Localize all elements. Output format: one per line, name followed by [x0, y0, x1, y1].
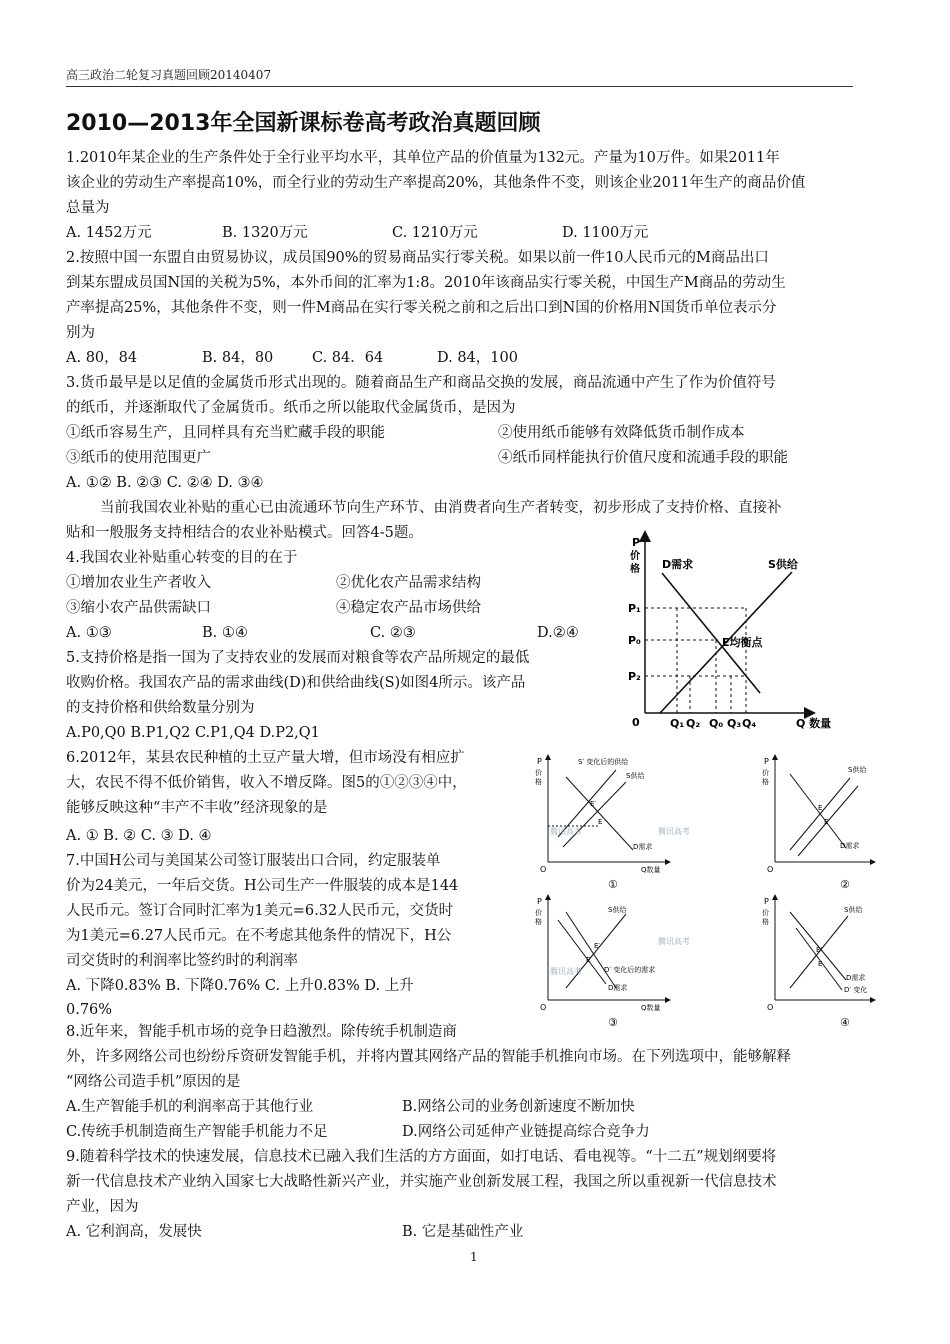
q8-option-c: C.传统手机制造商生产智能手机能力不足 [66, 1124, 328, 1140]
fig5-g2-s: S供给 [848, 766, 867, 774]
q2-line-1: 2.按照中国一东盟自由贸易协议，成员国90%的贸易商品实行零关税。如果以前一件10人民币元的M商品出口 [66, 250, 769, 266]
q9-option-b: B. 它是基础性产业 [402, 1224, 524, 1240]
fig5-g4-d: D需求 [846, 974, 866, 982]
fig5-graph-1 [535, 757, 668, 891]
page-header: 高三政治二轮复习真题回顾20140407 [66, 68, 272, 82]
q7-options: A. 下降0.83% B. 下降0.76% C. 上升0.83% D. 上升 [66, 978, 414, 994]
q9-option-a: A. 它利润高，发展快 [66, 1224, 202, 1240]
q9-line-1: 9.随着科学技术的快速发展，信息技术已融入我们生活的方方面面，如打电话、看电视等。“十二五”规划纲要将 [66, 1149, 777, 1165]
fig4-q0: Q₀ [709, 717, 724, 730]
q4-option-d: D.②④ [537, 625, 579, 641]
fig5-watermark-3: 腾讯高考 [550, 967, 582, 976]
fig5-g4-d-shift: D′ 变化 [844, 986, 868, 994]
q1-option-d: D. 1100万元 [562, 225, 649, 241]
q5-line-1: 5.支持价格是指一国为了支持农业的发展而对粮食等农产品所规定的最低 [66, 650, 530, 666]
fig5-g1-supply [563, 782, 626, 847]
q1-line-2: 该企业的劳动生产率提高10%，而全行业的劳动生产率提高20%，其他条件不变，则该企业2011年生产的商品价值 [66, 175, 806, 191]
q3-choice-1: ①纸币容易生产，且同样具有充当贮藏手段的职能 [66, 425, 385, 441]
fig4-demand-label: D需求 [662, 558, 694, 571]
q9-line-2: 新一代信息技术产业纳入国家七大战略性新兴产业，并实施产业创新发展工程，我国之所以重视新一代信息技术 [66, 1174, 777, 1190]
fig5-g1-pg: 格 [535, 778, 542, 786]
fig5-g3-d-shift: D′ 变化后的需求 [604, 966, 656, 974]
fig5-g1-e2: E′ [590, 800, 597, 808]
q8-option-b: B.网络公司的业务创新速度不断加快 [402, 1099, 635, 1115]
fig5-graph-2 [762, 757, 873, 891]
fig4-p-label-2: 价 [630, 551, 640, 562]
fig5-g4-pg: 格 [762, 918, 769, 926]
fig5-g1-num: ① [608, 878, 618, 891]
q6-options: A. ① B. ② C. ③ D. ④ [66, 828, 212, 844]
q8-line-2: 外，许多网络公司也纷纷斥资研发智能手机，并将内置其网络产品的智能手机推向市场。在下列选项中，能够解释 [66, 1049, 791, 1065]
q3-line-2: 的纸币，并逐渐取代了金属货币。纸币之所以能取代金属货币，是因为 [66, 400, 516, 416]
q5-line-2: 收购价格。我国农产品的需求曲线(D)和供给曲线(S)如图4所示。该产品 [66, 675, 526, 691]
fig5-g4-p: P [764, 897, 769, 906]
q4-option-c: C. ②③ [370, 625, 416, 641]
fig5-g1-q: Q数量 [641, 866, 661, 874]
q2-option-c: C. 84．64 [312, 350, 384, 366]
q6-line-2: 大，农民不得不低价销售，收入不增反降。图5的①②③④中， [66, 775, 467, 791]
fig4-q4: Q₄ [742, 717, 757, 730]
fig4-p2: P₂ [628, 670, 641, 683]
q1-line-1: 1.2010年某企业的生产条件处于全行业平均水平，其单位产品的价值量为132元。产量为10万件。如果2011年 [66, 150, 780, 166]
intro45-line-1: 当前我国农业补贴的重心已由流通环节向生产环节、由消费者向生产者转变，初步形成了支持价格、直接补 [100, 500, 782, 516]
fig4-equilibrium: E均衡点 [722, 636, 763, 649]
q3-options: A. ①② B. ②③ C. ②④ D. ③④ [66, 475, 264, 491]
fig5-g3-p: P [537, 897, 542, 906]
fig5-g1-o: O [540, 865, 547, 874]
fig4-supply-label: S供给 [768, 558, 798, 571]
fig5-g2-e2: E′ [824, 818, 831, 826]
fig5-g3-num: ③ [608, 1016, 618, 1029]
q3-choice-4: ④纸币同样能执行价值尺度和流通手段的职能 [498, 450, 788, 466]
q4-choice-2: ②优化农产品需求结构 [336, 575, 481, 591]
fig5-g2-p: P [764, 757, 769, 766]
q8-line-1: 8.近年来，智能手机市场的竞争日趋激烈。除传统手机制造商 [66, 1024, 457, 1040]
q3-line-1: 3.货币最早是以足值的金属货币形式出现的。随着商品生产和商品交换的发展，商品流通中产生了作为价值符号 [66, 375, 776, 391]
fig5-g3-q: Q数量 [641, 1004, 661, 1012]
fig5-g1-p: P [537, 757, 542, 766]
fig5-g2-num: ② [840, 878, 850, 891]
fig4-p-label: P [632, 536, 641, 549]
fig5-g3-s: S供给 [608, 906, 627, 914]
q7-line-3: 人民币元。签订合同时汇率为1美元=6.32人民币元，交货时 [66, 903, 454, 919]
fig5-g1-e: E [598, 818, 603, 826]
q7-line-5: 司交货时的利润率比签约时的利润率 [66, 953, 298, 969]
header-rule [66, 86, 853, 87]
fig5-g3-demand [566, 912, 616, 988]
q1-line-3: 总量为 [66, 200, 110, 216]
q4-choice-3: ③缩小农产品供需缺口 [66, 600, 211, 616]
q7-line-1: 7.中国H公司与美国某公司签订服装出口合同，约定服装单 [66, 853, 441, 869]
q2-line-3: 产率提高25%，其他条件不变，则一件M商品在实行零关税之前和之后出口到N国的价格用N国货币单位表示分 [66, 300, 777, 316]
fig5-g4-demand-shift [796, 928, 842, 990]
intro45-line-2: 贴和一般服务支持相结合的农业补贴模式。回答4-5题。 [66, 525, 423, 541]
q6-line-3: 能够反映这种“丰产不丰收”经济现象的是 [66, 800, 328, 816]
page-number: 1 [470, 1250, 478, 1264]
fig5-g3-pj: 价 [535, 909, 542, 917]
q7-options-cont: 0.76% [66, 1002, 113, 1018]
q2-option-a: A. 80，84 [66, 350, 138, 366]
fig5-g2-pj: 价 [762, 769, 769, 777]
figure-5-four-graphs [528, 752, 878, 1034]
fig5-watermark-2: 腾讯高考 [658, 827, 690, 836]
fig5-g2-pg: 格 [762, 778, 769, 786]
fig5-g1-pj: 价 [535, 769, 542, 777]
q4-option-b: B. ①④ [202, 625, 248, 641]
q2-line-2: 到某东盟成员国N国的关税为5%，本外币间的汇率为1:8。2010年该商品实行零关税，中国生产M商品的劳动生 [66, 275, 786, 291]
q1-option-a: A. 1452万元 [66, 225, 152, 241]
q1-option-b: B. 1320万元 [222, 225, 308, 241]
fig5-g3-e2: E′ [594, 942, 601, 950]
q2-option-d: D. 84，100 [437, 350, 518, 366]
q3-choice-3: ③纸币的使用范围更广 [66, 450, 211, 466]
fig5-graph-3 [535, 897, 668, 1029]
q8-line-3: “网络公司造手机”原因的是 [66, 1074, 241, 1090]
fig4-q2: Q₂ [686, 717, 701, 730]
q4-choice-4: ④稳定农产品市场供给 [336, 600, 481, 616]
fig5-g4-o: O [767, 1003, 774, 1012]
fig5-g2-e: E [818, 804, 823, 812]
fig5-g4-e2: E′ [816, 946, 823, 954]
figure-4-supply-demand [610, 528, 870, 743]
fig5-watermark-4: 腾讯高考 [658, 937, 690, 946]
q4-choice-1: ①增加农业生产者收入 [66, 575, 211, 591]
q5-options: A.P0,Q0 B.P1,Q2 C.P1,Q4 D.P2,Q1 [66, 725, 320, 741]
fig5-g2-supply [790, 778, 850, 850]
fig5-g4-num: ④ [840, 1016, 850, 1029]
fig4-q-axis: Q 数量 [796, 717, 832, 730]
fig5-g1-demand [566, 777, 633, 850]
q4-stem: 4.我国农业补贴重心转变的目的在于 [66, 550, 298, 566]
fig5-g3-e: E [586, 956, 591, 964]
fig5-g1-s: S供给 [626, 772, 645, 780]
q6-line-1: 6.2012年，某县农民种植的土豆产量大增，但市场没有相应扩 [66, 750, 465, 766]
fig5-g4-pj: 价 [762, 909, 769, 917]
q7-line-2: 价为24美元，一年后交货。H公司生产一件服装的成本是144 [66, 878, 459, 894]
fig4-origin: 0 [632, 716, 640, 729]
fig5-watermark-1: 腾讯高考 [550, 827, 582, 836]
fig5-graph-4 [762, 897, 873, 1029]
q8-option-a: A.生产智能手机的利润率高于其他行业 [66, 1099, 314, 1115]
q9-line-3: 产业，因为 [66, 1199, 139, 1215]
q2-line-4: 别为 [66, 325, 95, 341]
fig4-q1: Q₁ [670, 717, 685, 730]
q7-line-4: 为1美元=6.27人民币元。在不考虑其他条件的情况下，H公 [66, 928, 452, 944]
fig5-g2-o: O [767, 865, 774, 874]
fig5-g4-s: S供给 [844, 906, 863, 914]
fig4-p-label-3: 格 [630, 564, 640, 575]
fig4-q3: Q₃ [727, 717, 742, 730]
q1-option-c: C. 1210万元 [392, 225, 478, 241]
fig4-p0: P₀ [628, 634, 641, 647]
fig5-g4-e: E [818, 960, 823, 968]
page-title: 2010—2013年全国新课标卷高考政治真题回顾 [66, 111, 541, 136]
fig5-g3-o: O [540, 1003, 547, 1012]
q2-option-b: B. 84，80 [202, 350, 274, 366]
fig5-g1-s-shift: S′ 变化后的供给 [578, 758, 629, 766]
q4-option-a: A. ①③ [66, 625, 112, 641]
fig4-p1: P₁ [628, 602, 641, 615]
fig5-g3-d: D需求 [608, 984, 628, 992]
fig5-g2-d: D需求 [840, 842, 860, 850]
fig5-g3-pg: 格 [535, 918, 542, 926]
q3-choice-2: ②使用纸币能够有效降低货币制作成本 [498, 425, 745, 441]
fig5-g1-d: D需求 [633, 843, 653, 851]
q8-option-d: D.网络公司延伸产业链提高综合竞争力 [402, 1124, 650, 1140]
q5-line-3: 的支持价格和供给数量分别为 [66, 700, 255, 716]
